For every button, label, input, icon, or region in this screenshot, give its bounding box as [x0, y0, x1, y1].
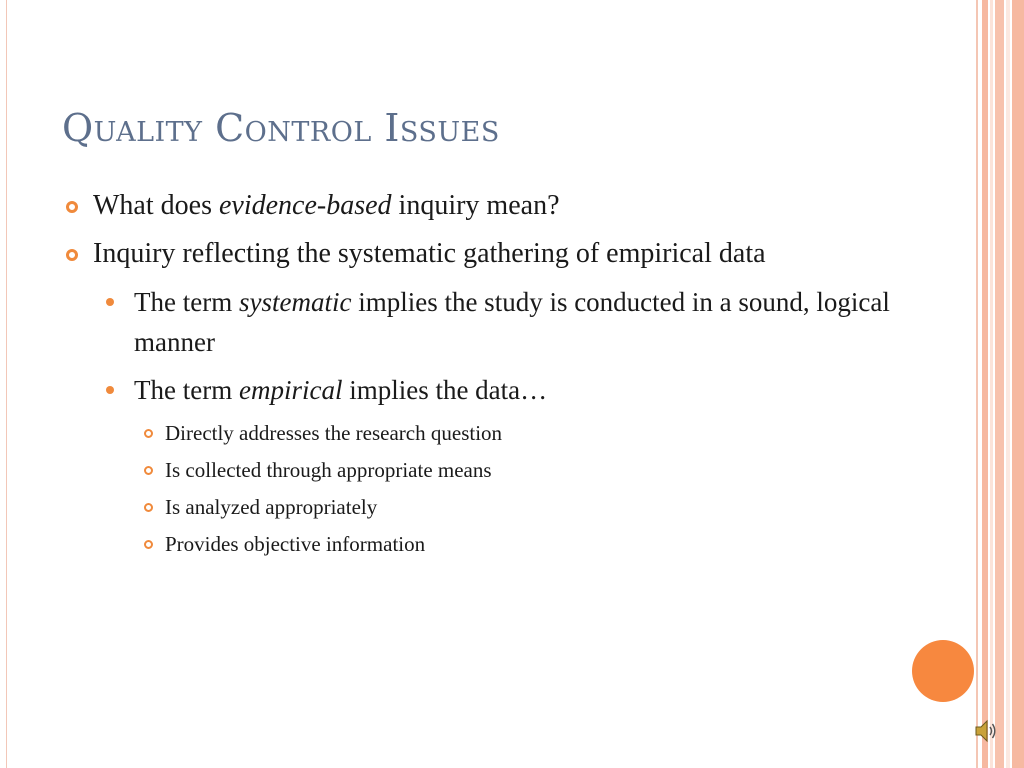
ring-bullet-icon: [144, 466, 153, 475]
sub-sub-bullet-text: Is analyzed appropriately: [165, 495, 378, 519]
sub-bullet-text-post: implies the data…: [342, 375, 548, 405]
dot-bullet-icon: [106, 386, 114, 394]
sub-bullet-text-pre: The term: [134, 375, 239, 405]
left-frame-line: [6, 0, 7, 768]
right-stripe: [976, 0, 978, 768]
right-stripe: [995, 0, 1004, 768]
bullet-text-post: inquiry mean?: [391, 190, 560, 221]
sub-bullet-text-post: implies the study is conducted in a sound, logical manner: [134, 287, 890, 357]
right-stripe: [1006, 0, 1010, 768]
right-stripe: [990, 0, 993, 768]
sub-sub-bullet-item: [142, 418, 962, 448]
dot-bullet-icon: [106, 298, 114, 306]
sub-sub-bullet-text: Is collected through appropriate means: [165, 458, 492, 482]
bullet-list: [62, 186, 962, 566]
bullet-text-emphasis: evidence-based: [218, 190, 392, 221]
ring-bullet-icon: [66, 201, 78, 213]
slide-title: Quality Control Issues: [62, 106, 500, 150]
sub-bullet-text-emphasis: empirical: [238, 375, 343, 405]
right-stripe: [1012, 0, 1024, 768]
sub-bullet-item: [103, 282, 962, 362]
right-stripe: [982, 0, 988, 768]
sub-bullet-item: [103, 370, 962, 410]
ring-bullet-icon: [66, 249, 78, 261]
sub-bullet-text-pre: The term: [134, 287, 239, 317]
ring-bullet-icon: [144, 503, 153, 512]
speaker-icon[interactable]: [974, 716, 998, 746]
bullet-text-pre: What does: [93, 190, 219, 221]
decorative-orange-circle: [912, 640, 974, 702]
sub-sub-bullet-item: [142, 492, 962, 522]
sub-bullet-text-emphasis: systematic: [238, 287, 352, 317]
sub-sub-bullet-text: Provides objective information: [165, 532, 426, 556]
ring-bullet-icon: [144, 429, 153, 438]
bullet-item: [62, 186, 962, 226]
sub-sub-bullet-item: [142, 455, 962, 485]
sub-sub-bullet-text: Directly addresses the research question: [165, 421, 503, 445]
bullet-text: Inquiry reflecting the systematic gathering of empirical data: [93, 238, 766, 269]
ring-bullet-icon: [144, 540, 153, 549]
sub-sub-bullet-item: [142, 529, 962, 559]
bullet-item: [62, 234, 962, 274]
